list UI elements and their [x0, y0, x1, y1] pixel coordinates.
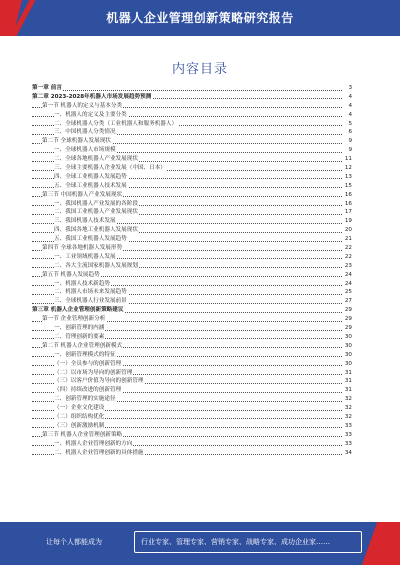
- toc-entry[interactable]: [32, 226, 352, 235]
- toc-entry[interactable]: [32, 288, 352, 297]
- toc-entry-page: 31: [344, 387, 352, 394]
- toc-entry[interactable]: [32, 84, 352, 93]
- toc-entry-text: 第一章 前言: [32, 85, 62, 91]
- toc-entry-page: 4: [348, 93, 352, 100]
- toc-entry[interactable]: [32, 120, 352, 129]
- toc-entry-page: 33: [344, 431, 352, 438]
- toc-entry[interactable]: [32, 128, 352, 137]
- toc-entry-text: 二、管理创新的要素: [54, 333, 105, 340]
- toc-entry-text: 第一节 企业管理创新分析: [42, 316, 106, 323]
- toc-entry-text: 四、我国各地工业机器人发展现状: [54, 227, 138, 234]
- toc-entry-text: 一、我国机器人产业发展的各阶段: [54, 200, 138, 207]
- toc-entry[interactable]: [32, 253, 352, 262]
- toc-entry-text: （三）以客户价值为导向的创新管理: [54, 378, 144, 385]
- toc-entry-text: 二、机器人市场未来发展趋势: [54, 289, 127, 296]
- toc-entry-text: 二、全球各地机器人产业发展现状: [54, 156, 138, 163]
- toc-entry-text: 第二节 全球机器人发展现状: [42, 138, 111, 145]
- toc-entry-text: （一）企业文化建设: [54, 405, 105, 412]
- toc-entry-text: 第三章 机器人企业管理创新策略建议: [32, 307, 124, 314]
- toc-entry-page: 22: [344, 245, 352, 252]
- toc-entry-page: 29: [344, 325, 352, 332]
- toc-entry-page: 34: [344, 449, 352, 456]
- toc-entry-text: 第三节 机器人企业管理创新策略: [42, 431, 123, 438]
- toc-entry-text: （四）持续改进的创新管理: [54, 387, 122, 394]
- toc-entry[interactable]: [32, 386, 352, 395]
- toc-entry-page: 32: [344, 413, 352, 420]
- toc-entry-text: 二、创新管理的实施途径: [54, 396, 116, 403]
- toc-entry-page: 27: [344, 298, 352, 305]
- toc-entry[interactable]: [32, 137, 352, 146]
- toc-entry-page: 9: [348, 138, 352, 145]
- toc-entry-text: 第二章 2023-2028年机器人市场发展趋势预测: [32, 93, 152, 100]
- toc-entry-page: 30: [344, 333, 352, 340]
- toc-entry[interactable]: [32, 200, 352, 209]
- toc-entry-page: 33: [344, 422, 352, 429]
- toc-leader-dots: [32, 90, 342, 91]
- toc-entry-page: 32: [344, 405, 352, 412]
- toc-entry[interactable]: [32, 440, 352, 449]
- toc-entry[interactable]: [32, 280, 352, 289]
- toc-entry[interactable]: [32, 431, 352, 440]
- toc-entry[interactable]: [32, 351, 352, 360]
- toc-entry-page: 31: [344, 369, 352, 376]
- toc-entry-page: 25: [344, 289, 352, 296]
- toc-entry-text: 一、工业领域机器人发展: [54, 253, 116, 260]
- toc-entry-text: 五、我国工业机器人发展趋势: [54, 236, 127, 243]
- toc-entry[interactable]: [32, 244, 352, 253]
- toc-entry[interactable]: [32, 449, 352, 458]
- toc-entry-text: 一、创新管理模式的特征: [54, 351, 116, 358]
- toc-entry-page: 11: [344, 156, 352, 163]
- toc-entry[interactable]: [32, 422, 352, 431]
- toc-entry[interactable]: [32, 235, 352, 244]
- toc-entry-text: 二、我国工业机器人产业发展现状: [54, 209, 138, 216]
- toc-entry[interactable]: [32, 315, 352, 324]
- toc-entry[interactable]: [32, 191, 352, 200]
- toc-entry-page: 4: [348, 102, 352, 109]
- toc-entry-text: 三、我国机器人技术发展: [54, 218, 116, 225]
- toc-entry-page: 32: [344, 396, 352, 403]
- toc-entry[interactable]: [32, 155, 352, 164]
- toc-entry-page: 5: [348, 120, 352, 127]
- toc-entry[interactable]: [32, 404, 352, 413]
- toc-entry-text: 一、机器人的定义及主要分类: [54, 111, 127, 118]
- toc-entry-page: 6: [348, 129, 352, 136]
- toc-entry[interactable]: [32, 306, 352, 315]
- toc-entry[interactable]: [32, 208, 352, 217]
- toc-entry-page: 17: [344, 209, 352, 216]
- toc-entry-page: 20: [344, 227, 352, 234]
- toc-entry-text: 三、中国机器人分类情况: [54, 129, 116, 136]
- toc-entry-page: 24: [344, 271, 352, 278]
- toc-entry-text: 五、全球工业机器人技术发展: [54, 182, 127, 189]
- toc-heading: 内容目录: [171, 62, 228, 77]
- toc-entry[interactable]: [32, 111, 352, 120]
- toc-entry[interactable]: [32, 333, 352, 342]
- toc-entry-page: 24: [344, 280, 352, 287]
- toc-entry-page: 33: [344, 440, 352, 447]
- toc-entry-page: 23: [344, 262, 352, 269]
- toc-entry-page: 30: [344, 360, 352, 367]
- toc-entry-text: （一）全员参与的创新管理: [54, 360, 122, 367]
- toc-entry-text: 第五节 机器人发展趋势: [42, 271, 100, 278]
- toc-entry[interactable]: [32, 360, 352, 369]
- toc-entry[interactable]: [32, 262, 352, 271]
- toc-entry[interactable]: [32, 377, 352, 386]
- toc-entry-text: （二）组织结构优化: [54, 413, 105, 420]
- toc-entry-page: 29: [344, 316, 352, 323]
- toc-entry[interactable]: [32, 324, 352, 333]
- toc-entry[interactable]: [32, 369, 352, 378]
- toc-entry-page: 13: [344, 173, 352, 180]
- toc-entry[interactable]: [32, 271, 352, 280]
- toc-entry-text: 一、机器人企业管理创新的方向: [54, 440, 133, 447]
- toc-entry[interactable]: [32, 217, 352, 226]
- report-title: 机器人企业管理创新策略研究报告: [106, 11, 294, 25]
- toc-entry-text: 一、机器人技术新趋势: [54, 280, 110, 287]
- toc-entry-text: （三）创新激励机制: [54, 422, 105, 429]
- table-of-contents: [32, 84, 352, 457]
- toc-entry[interactable]: [32, 146, 352, 155]
- toc-entry-page: 15: [344, 182, 352, 189]
- footer-slogan-left: 让每个人都能成为: [46, 538, 102, 546]
- toc-entry-page: 22: [344, 253, 352, 260]
- toc-entry[interactable]: [32, 102, 352, 111]
- toc-entry[interactable]: [32, 173, 352, 182]
- toc-entry[interactable]: [32, 342, 352, 351]
- toc-entry-text: 第三节 中国机器人产业发展现状: [42, 191, 123, 198]
- toc-entry-page: 30: [344, 351, 352, 358]
- toc-entry[interactable]: [32, 297, 352, 306]
- toc-entry[interactable]: [32, 182, 352, 191]
- toc-entry-page: 12: [344, 165, 352, 172]
- toc-entry[interactable]: [32, 93, 352, 102]
- toc-entry-page: 4: [348, 111, 352, 118]
- toc-entry[interactable]: [32, 164, 352, 173]
- toc-entry-text: 四、全球工业机器人发展趋势: [54, 173, 127, 180]
- toc-entry-page: 16: [344, 191, 352, 198]
- footer-slogan-right: 行业专家、管理专家、营销专家、战略专家、成功企业家……: [141, 538, 330, 546]
- toc-entry-page: 9: [348, 147, 352, 154]
- toc-entry-text: 第一节 机器人的定义与基本分类: [42, 102, 123, 109]
- toc-entry-page: 21: [344, 236, 352, 243]
- toc-entry[interactable]: [32, 395, 352, 404]
- toc-entry-page: 31: [344, 378, 352, 385]
- toc-entry-text: 三、全球主要机器人企业发展（中国、日本）: [54, 165, 166, 172]
- toc-entry-page: 29: [344, 307, 352, 314]
- toc-entry[interactable]: [32, 413, 352, 422]
- toc-entry-page: 30: [344, 342, 352, 349]
- toc-entry-text: （二）以市场为导向的创新管理: [54, 369, 133, 376]
- toc-entry-text: 第二节 机器人企业管理创新模式: [42, 342, 123, 349]
- toc-entry-text: 一、创新管理的内涵: [54, 325, 105, 332]
- toc-entry-text: 二、各大主流国家机器人发展规划: [54, 262, 138, 269]
- toc-entry-page: 16: [344, 200, 352, 207]
- toc-entry-text: 二、机器人企业管理创新的具体措施: [54, 449, 144, 456]
- toc-entry-text: 二、全球机器人分类（工业机器人和服务机器人）: [54, 120, 178, 127]
- toc-entry-text: 第四节 全球各地机器人发展形势: [42, 245, 123, 252]
- toc-entry-text: 三、全球机器人行业发展前景: [54, 298, 127, 305]
- toc-entry-page: 19: [344, 218, 352, 225]
- toc-entry-text: 一、全球机器人市场规模: [54, 147, 116, 154]
- toc-entry-page: 3: [348, 85, 352, 91]
